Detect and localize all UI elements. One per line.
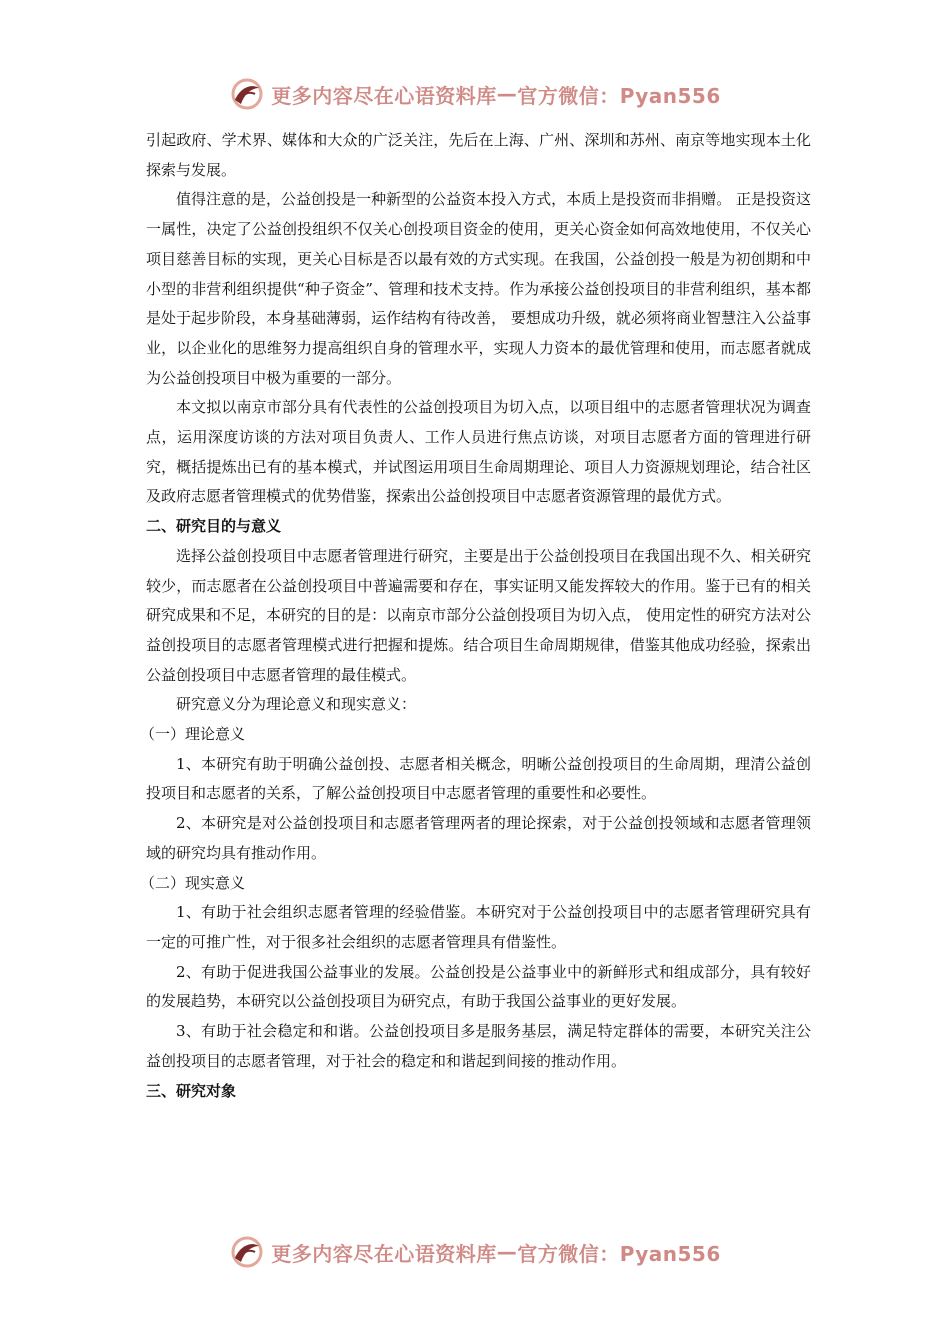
subsection-heading-1: （一）理论意义 [140,725,246,744]
header-watermark-dash: — [496,82,518,106]
paragraph-5: 研究意义分为理论意义和现实意义： [176,695,417,714]
footer-watermark-main: 更多内容尽在心语资料库 [271,1241,497,1266]
paragraph-1: 引起政府、学术界、媒体和大众的广泛关注，先后在上海、广州、深圳和苏州、南京等地实现本土化探索与发展。 [146,131,811,179]
paragraph-7: 2、本研究是对公益创投项目和志愿者管理两者的理论探索，对于公益创投领域和志愿者管理领域的研究均具有推动作用。 [146,814,811,862]
paragraph-8: 1、有助于社会组织志愿者管理的经验借鉴。本研究对于公益创投项目中的志愿者管理研究具有一定的可推广性，对于很多社会组织的志愿者管理具有借鉴性。 [146,903,811,951]
header-watermark-main: 更多内容尽在心语资料库 [271,83,497,108]
header-watermark [0,74,950,114]
paragraph-9: 2、有助于促进我国公益事业的发展。公益创投是公益事业中的新鲜形式和组成部分，具有较好的发展趋势，本研究以公益创投项目为研究点，有助于我国公益事业的更好发展。 [146,962,811,1011]
document-body [140,126,811,1106]
footer-watermark [0,1232,950,1272]
brand-logo-icon [229,1234,265,1270]
paragraph-4: 选择公益创投项目中志愿者管理进行研究，主要是出于公益创投项目在我国出现不久、相关研究较少，而志愿者在公益创投项目中普遍需要和存在，事实证明又能发挥较大的作用。鉴于已有的相关研究成果和不足，本研究的目的是：以南京市部分公益创投项目为切入点， 使用定性的研究方法对公益创投项目的志愿者管理模式进行把握和提炼。结合项目生命周期规律，借鉴其他成功经验，探索出公益创投项目中志愿者管理的最佳模式。 [146,546,811,684]
paragraph-2: 值得注意的是，公益创投是一种新型的公益资本投入方式，本质上是投资而非捐赠。 正是投资这一属性，决定了公益创投组织不仅关心创投项目资金的使用，更关心资金如何高效地使用，不仅关心项目慈善目标的实现，更关心目标是否以最有效的方式实现。在我国，公益创投一般是为初创期和中小型的非营利组织提供“种子资金”、管理和技术支持。作为承接公益创投项目的非营利组织，基本都是处于起步阶段，本身基础薄弱，运作结构有待改善， 要想成功升级，就必须将商业智慧注入公益事业，以企业化的思维努力提高组织自身的管理水平，实现人力资本的最优管理和使用，而志愿者就成为公益创投项目中极为重要的一部分。 [146,190,811,387]
brand-logo-icon [229,76,265,112]
paragraph-6: 1、本研究有助于明确公益创投、志愿者相关概念，明晰公益创投项目的生命周期，理清公益创投项目和志愿者的关系，了解公益创投项目中志愿者管理的重要性和必要性。 [146,754,811,803]
paragraph-10: 3、有助于社会稳定和和谐。公益创投项目多是服务基层，满足特定群体的需要，本研究关注公益创投项目的志愿者管理，对于社会的稳定和和谐起到间接的推动作用。 [146,1022,811,1070]
header-watermark-tail: 官方微信：Pyan556 [517,83,721,108]
subsection-heading-2: （二）现实意义 [140,873,246,892]
section-heading-2: 二、研究目的与意义 [146,517,282,536]
footer-watermark-dash: — [496,1240,518,1264]
paragraph-3: 本文拟以南京市部分具有代表性的公益创投项目为切入点，以项目组中的志愿者管理状况为调查点，运用深度访谈的方法对项目负责人、工作人员进行焦点访谈，对项目志愿者方面的管理进行研究，概括提炼出已有的基本模式，并试图运用项目生命周期理论、项目人力资源规划理论，结合社区及政府志愿者管理模式的优势借鉴，探索出公益创投项目中志愿者资源管理的最优方式。 [146,398,811,506]
section-heading-3: 三、研究对象 [146,1081,237,1100]
footer-watermark-tail: 官方微信：Pyan556 [517,1241,721,1266]
